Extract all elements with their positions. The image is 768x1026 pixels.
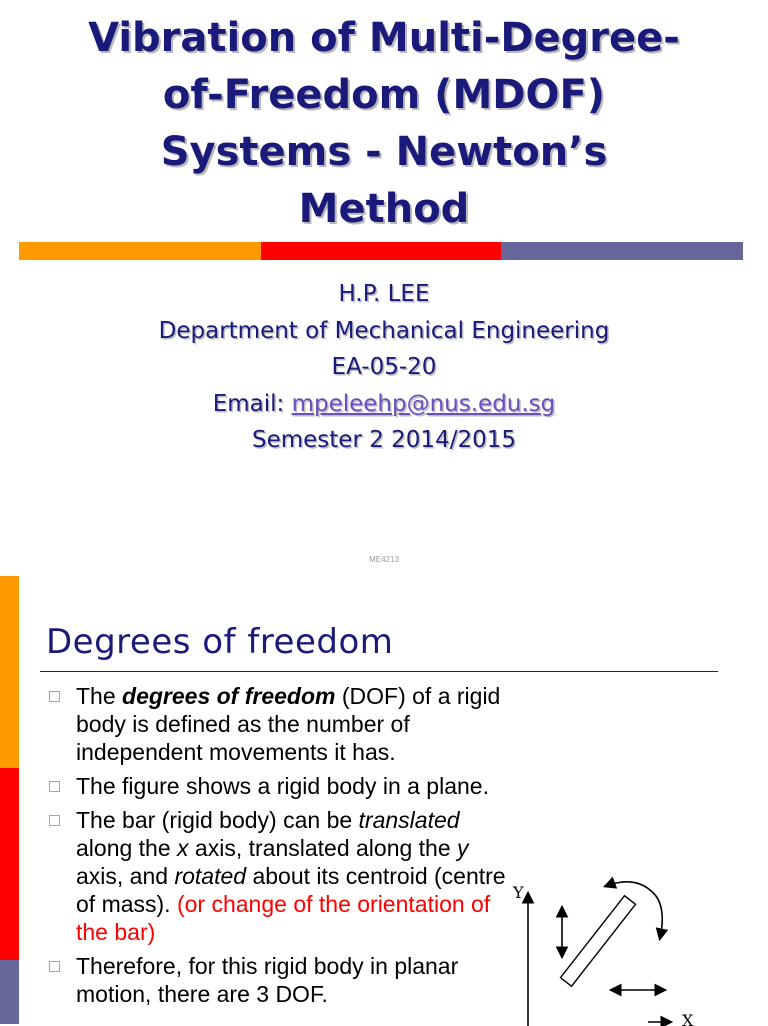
bullet-square-icon: [49, 961, 60, 972]
bullet-text: axis, and: [76, 863, 175, 889]
bullet-square-icon: [49, 815, 60, 826]
divider-purple-segment: [501, 242, 743, 260]
slide-heading: Degrees of freedom: [46, 622, 394, 662]
bullet-item: [46, 952, 516, 1008]
side-strip-orange: [0, 576, 19, 768]
bullet-text: The: [76, 683, 123, 709]
title-line-3: Systems - Newton’s: [160, 129, 608, 175]
rigid-bar-dof-diagram: [508, 876, 708, 1026]
title-line-2: of-Freedom (MDOF): [162, 72, 606, 118]
course-code-footer: ME4213: [369, 555, 399, 564]
title-line-4: Method: [298, 186, 470, 232]
content-slide: [0, 576, 768, 1024]
bullet-list: [46, 682, 516, 1014]
department: Department of Mechanical Engineering: [158, 317, 610, 344]
bullet-text: (DOF) of a rigid body is defined as the number of independent movements it has.: [76, 683, 501, 765]
author-name: H.P. LEE: [338, 281, 430, 307]
bullet-square-icon: [49, 691, 60, 702]
bullet-item: [46, 772, 516, 800]
heading-underline: [40, 671, 718, 672]
color-divider-bar: [19, 242, 743, 260]
rigid-bar: [560, 896, 635, 987]
bullet-text: The bar (rigid body) can be: [76, 807, 359, 833]
bullet-italic: rotated: [174, 863, 247, 889]
x-axis-label: X: [682, 1011, 694, 1026]
divider-orange-segment: [19, 242, 261, 260]
semester: Semester 2 2014/2015: [252, 427, 516, 453]
bullet-text: along the: [76, 835, 178, 861]
bullet-square-icon: [49, 781, 60, 792]
email-link[interactable]: mpeleehp@nus.edu.sg: [291, 390, 556, 417]
bullet-red-note: (or change of the orientation of the bar): [76, 891, 491, 945]
bullet-item: [46, 682, 516, 766]
office-room: EA-05-20: [331, 354, 437, 380]
bullet-italic: x: [177, 835, 189, 861]
bullet-text: Therefore, for this rigid body in planar motion, there are 3 DOF.: [76, 953, 459, 1007]
bullet-emphasis: degrees of freedom: [122, 683, 336, 709]
side-strip-red: [0, 768, 19, 960]
title-line-1: Vibration of Multi-Degree-: [88, 15, 680, 61]
bullet-item: [46, 806, 516, 946]
bullet-italic: translated: [358, 807, 460, 833]
bullet-italic: y: [457, 835, 469, 861]
slide-title: [20, 10, 748, 238]
bullet-text: axis, translated along the: [188, 835, 458, 861]
bullet-text: about its centroid (centre of mass).: [76, 863, 506, 917]
email-line: [0, 386, 768, 423]
author-block: [0, 276, 768, 459]
bullet-text: The figure shows a rigid body in a plane.: [76, 773, 489, 799]
y-axis-label: Y: [513, 883, 524, 902]
side-strip-purple: [0, 960, 19, 1024]
divider-red-segment: [261, 242, 501, 260]
email-label: Email:: [212, 390, 285, 417]
